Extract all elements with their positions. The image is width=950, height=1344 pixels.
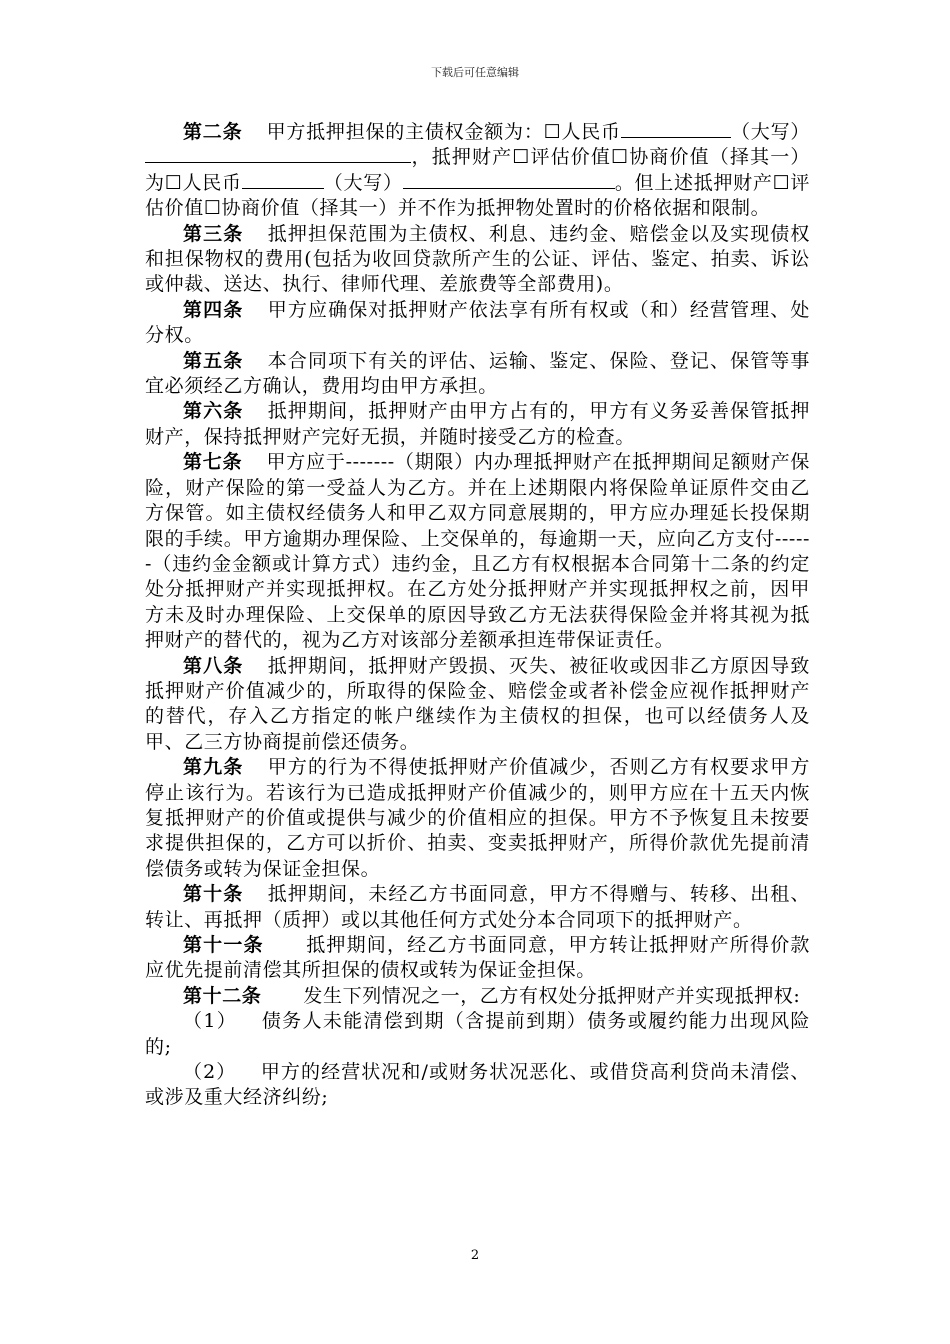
clause-2-text-4: ，抵押财产 [411, 146, 513, 169]
clause-4-title: 第四条 [183, 298, 244, 321]
clause-11-title: 第十一条 [183, 934, 264, 956]
clause-4-text: 甲方应确保对抵押财产依法享有所有权或（和）经营管理、处分权。 [145, 298, 810, 347]
clause-7 [145, 450, 810, 653]
clause-2-text-1: 甲方抵押担保的主债权金额为： [266, 121, 544, 143]
clause-3-text: 抵押担保范围为主债权、利息、违约金、赔偿金以及实现债权和担保物权的费用(包括为收回贷款所产生的公证、评估、鉴定、拍卖、诉讼或仲裁、送达、执行、律师代理、差旅费等全部费用)。 [145, 222, 810, 296]
clause-2 [145, 120, 810, 222]
clause-2-text-9: 。但上述抵押财产 [614, 171, 773, 194]
clause-2-text-2: 人民币 [561, 121, 621, 143]
item-text: 甲方的经营状况和/或财务状况恶化、或借贷高利贷尚未清偿、或涉及重大经济纠纷; [145, 1061, 811, 1109]
clause-11 [145, 933, 810, 984]
period-dash-blank[interactable]: ------- [345, 451, 395, 474]
clause-3 [145, 222, 810, 298]
contract-body [145, 120, 810, 1111]
clause-5-title: 第五条 [183, 349, 244, 372]
clause-10 [145, 882, 810, 933]
amount-blank[interactable] [621, 120, 731, 138]
clause-11-text: 抵押期间，经乙方书面同意，甲方转让抵押财产所得价款应优先提前清偿其所担保的债权或转为保证金担保。 [145, 934, 810, 982]
checkbox-icon: ☐ [164, 171, 183, 194]
page-number: 2 [470, 1248, 480, 1263]
clause-7-text-3: （违约金金额或计算方式）违约金，且乙方有权根据本合同第十二条的约定处分抵押财产并实现抵押权。在乙方处分抵押财产并实现抵押权之前，因甲方未及时办理保险、上交保单的原因导致乙方无法获得保险金并将其视为抵押财产的替代的，视为乙方对该部分差额承担连带保证责任。 [145, 552, 810, 652]
clause-12-item-1 [145, 1009, 810, 1060]
clause-5 [145, 349, 810, 400]
clause-8 [145, 654, 810, 756]
clause-6-text: 抵押期间，抵押财产由甲方占有的，甲方有义务妥善保管抵押财产，保持抵押财产完好无损，并随时接受乙方的检查。 [145, 400, 810, 448]
clause-5-text: 本合同项下有关的评估、运输、鉴定、保险、登记、保管等事宜必须经乙方确认，费用均由甲方承担。 [145, 349, 810, 398]
clause-2-title: 第二条 [183, 121, 243, 143]
clause-2-text-5: 评估价值 [529, 146, 612, 169]
checkbox-icon: ☐ [611, 146, 629, 169]
clause-6 [145, 399, 810, 450]
value-blank[interactable] [242, 171, 324, 189]
clause-12-title: 第十二条 [183, 984, 262, 1007]
item-text: 债务人未能清偿到期（含提前到期）债务或履约能力出现风险的; [145, 1010, 811, 1058]
value-words-blank[interactable] [403, 171, 615, 189]
clause-3-title: 第三条 [183, 222, 244, 245]
clause-12 [145, 984, 810, 1009]
clause-9-text: 甲方的行为不得使抵押财产价值减少，否则乙方有权要求甲方停止该行为。若该行为已造成抵押财产价值减少的，则甲方应在十五天内恢复抵押财产的价值或提供与减少的价值相应的担保。甲方不予恢复且未按要求提供担保的，乙方可以折价、拍卖、变卖抵押财产，所得价款优先提前清偿债务或转为保证金担保。 [145, 756, 810, 880]
clause-2-text-10: 评估价值 [145, 171, 810, 220]
clause-2-text-11: 协商价值（择其一）并不作为抵押物处置时的价格依据和限制。 [221, 197, 771, 220]
clause-12-item-2 [145, 1060, 810, 1111]
checkbox-icon: ☐ [772, 171, 791, 194]
clause-8-text: 抵押期间，抵押财产毁损、灭失、被征收或因非乙方原因导致抵押财产价值减少的，所取得的保险金、赔偿金或者补偿金应视作抵押财产的替代，存入乙方指定的帐户继续作为主债权的担保，也可以经债务人及甲、乙三方协商提前偿还债务。 [145, 654, 810, 753]
clause-9-title: 第九条 [183, 756, 244, 779]
checkbox-icon: ☐ [203, 197, 222, 220]
clause-8-title: 第八条 [183, 654, 244, 677]
item-number: （2） [183, 1061, 237, 1084]
clause-10-text: 抵押期间，未经乙方书面同意，甲方不得赠与、转移、出租、转让、再抵押（质押）或以其他任何方式处分本合同项下的抵押财产。 [145, 883, 810, 931]
clause-2-text-3: （大写） [730, 121, 810, 143]
amount-words-blank[interactable] [145, 145, 411, 163]
clause-6-title: 第六条 [183, 400, 244, 423]
page-header-note: 下载后可任意编辑 [431, 66, 519, 79]
clause-10-title: 第十条 [183, 883, 244, 906]
clause-12-text: 发生下列情况之一，乙方有权处分抵押财产并实现抵押权: [303, 984, 801, 1007]
clause-9 [145, 755, 810, 882]
clause-7-title: 第七条 [183, 451, 243, 474]
penalty-dash-blank[interactable]: ------ [145, 527, 810, 575]
clause-2-text-7: 人民币 [182, 171, 242, 194]
checkbox-icon: ☐ [512, 146, 530, 169]
checkbox-icon: ☐ [543, 121, 562, 143]
item-number: （1） [183, 1010, 238, 1033]
clause-7-text-1: 甲方应于 [266, 451, 346, 474]
clause-7-text-2: （期限）内办理抵押财产在抵押期间足额财产保险，财产保险的第一受益人为乙方。并在上述期限内将保险单证原件交由乙方保管。如主债权经债务人和甲乙双方同意展期的，甲方应办理延长投保期限的手续。甲方逾期办理保险、上交保单的，每逾期一天，应向乙方支付 [145, 451, 810, 550]
clause-2-text-8: （大写） [323, 171, 403, 194]
clause-2-text-6: 协商价值（择其一）为 [145, 146, 810, 194]
clause-4 [145, 298, 810, 349]
